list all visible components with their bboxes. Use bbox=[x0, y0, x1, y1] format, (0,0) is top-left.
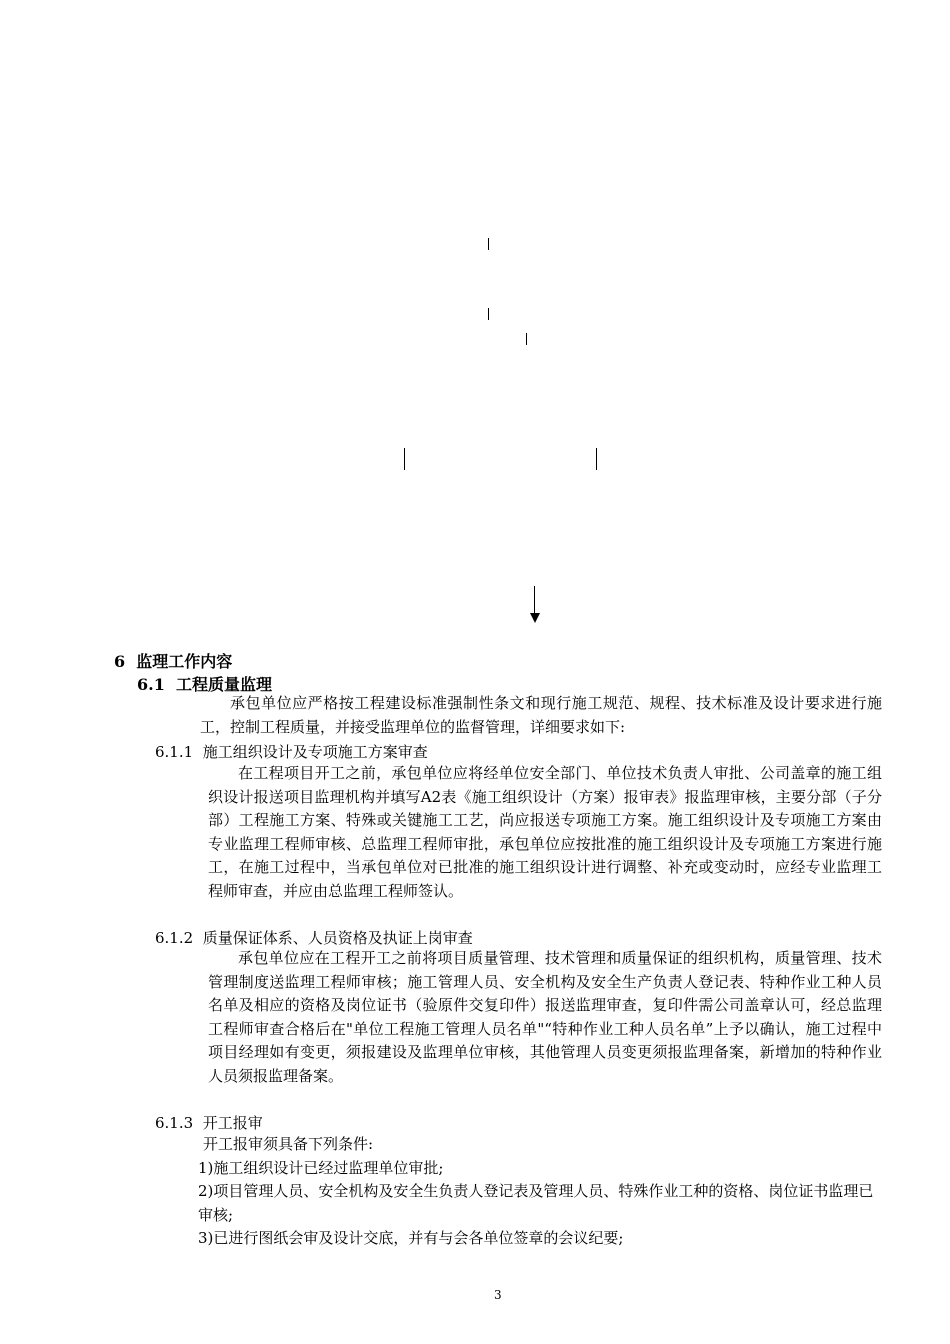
flowchart-connector-line bbox=[404, 448, 405, 470]
flowchart-connector-line bbox=[488, 238, 489, 250]
section-6-1-intro: 承包单位应严格按工程建设标准强制性条文和现行施工规范、规程、技术标准及设计要求进行施工，控制工程质量，并接受监理单位的监督管理，详细要求如下: bbox=[200, 694, 882, 736]
flowchart-arrow-shaft bbox=[534, 586, 535, 614]
section-6-number: 6 bbox=[114, 652, 126, 671]
section-6-title: 监理工作内容 bbox=[136, 652, 233, 671]
section-6-1-2-number: 6.1.2 bbox=[155, 929, 194, 947]
section-6-1-2-heading bbox=[155, 927, 473, 948]
section-6-1-2-body: 承包单位应在工程开工之前将项目质量管理、技术管理和质量保证的组织机构，质量管理、技术管理制度送监理工程师审核；施工管理人员、安全机构及安全生产负责人登记表、特种作业工种人员名单及相应的资格及岗位证书（验原件交复印件）报送监理审查，复印件需公司盖章认可，经总监理工程师审查合格后在"单位工程施工管理人员名单"“特种作业工种人员名单”上予以确认，施工过程中项目经理如有变更，须报建设及监理单位审核，其他管理人员变更须报监理备案，新增加的特种作业人员须报监理备案。 bbox=[208, 949, 882, 1085]
section-6-1-2-title: 质量保证体系、人员资格及执证上岗审查 bbox=[202, 929, 473, 947]
section-6-1-1-heading bbox=[155, 741, 428, 762]
section-6-heading bbox=[114, 649, 232, 672]
section-6-1-1-number: 6.1.1 bbox=[155, 743, 194, 761]
section-6-1-3-title: 开工报审 bbox=[202, 1114, 263, 1132]
section-6-1-number: 6.1 bbox=[137, 675, 165, 694]
list-item: 3)已进行图纸会审及设计交底，并有与会各单位签章的会议纪要; bbox=[198, 1229, 624, 1247]
list-item: 1)施工组织设计已经过监理单位审批; bbox=[198, 1159, 444, 1177]
section-6-1-3-heading bbox=[155, 1112, 263, 1133]
section-6-1-3-lead: 开工报审须具备下列条件: bbox=[203, 1135, 374, 1153]
section-6-1-1-body: 在工程项目开工之前，承包单位应将经单位安全部门、单位技术负责人审批、公司盖章的施工组织设计报送项目监理机构并填写A2表《施工组织设计（方案）报审表》报监理审核，主要分部（子分部）工程施工方案、特殊或关键施工工艺，尚应报送专项施工方案。施工组织设计及专项施工方案由专业监理工程师审核、总监理工程师审批，承包单位应按批准的施工组织设计及专项施工方案进行施工，在施工过程中，当承包单位对已批准的施工组织设计进行调整、补充或变动时，应经专业监理工程师审查，并应由总监理工程师签认。 bbox=[208, 764, 882, 900]
section-6-1-title: 工程质量监理 bbox=[175, 675, 272, 694]
flowchart-connector-line bbox=[596, 448, 597, 470]
page-number: 3 bbox=[494, 1288, 502, 1302]
flowchart-connector-line bbox=[526, 333, 527, 345]
flowchart-connector-line bbox=[488, 308, 489, 320]
section-6-1-1-title: 施工组织设计及专项施工方案审查 bbox=[202, 743, 428, 761]
flowchart-arrow-down-icon bbox=[530, 613, 540, 623]
section-6-1-3-number: 6.1.3 bbox=[155, 1114, 194, 1132]
list-item: 2)项目管理人员、安全机构及安全生负责人登记表及管理人员、特殊作业工种的资格、岗位证书监理已审核; bbox=[198, 1182, 874, 1224]
